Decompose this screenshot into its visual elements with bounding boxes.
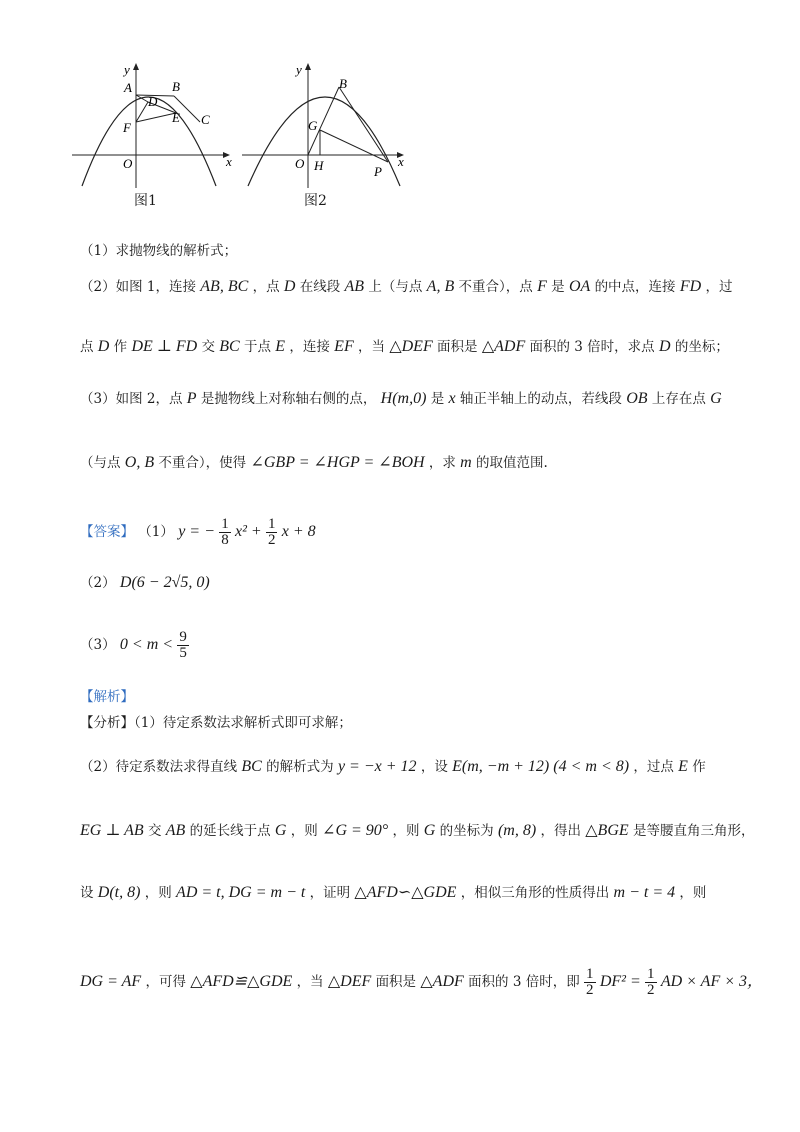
math-e: E bbox=[275, 338, 286, 355]
text: 的解析式为 bbox=[266, 759, 334, 775]
question-2-line-2 bbox=[80, 336, 760, 358]
fig1-label-O: O bbox=[123, 156, 133, 171]
fig2-label-P: P bbox=[374, 164, 382, 179]
math-g: G bbox=[710, 390, 722, 407]
answer-tag: 【答案】 bbox=[80, 524, 134, 540]
text: ，则 bbox=[392, 823, 420, 839]
text: 轴正半轴上的动点，若线段 bbox=[459, 391, 622, 407]
math-fd: FD bbox=[679, 278, 702, 295]
math-oa: OA bbox=[568, 278, 591, 295]
text: ，连接 bbox=[289, 339, 330, 355]
math-def: △DEF bbox=[389, 338, 433, 355]
denominator: 8 bbox=[221, 532, 229, 548]
question-3-line-2 bbox=[80, 452, 760, 474]
text: 的中点，连接 bbox=[594, 279, 676, 295]
text: ，相似三角形的性质得出 bbox=[460, 885, 610, 901]
text: ，则 bbox=[290, 823, 318, 839]
text: ，过 bbox=[705, 279, 733, 295]
text: ，则 bbox=[144, 885, 172, 901]
text: 是抛物线上对称轴右侧的点， bbox=[200, 391, 377, 407]
text: 的取值范围. bbox=[476, 455, 548, 471]
math: x² + bbox=[234, 523, 262, 540]
math: D(t, 8) bbox=[97, 884, 141, 901]
text: ，设 bbox=[420, 759, 448, 775]
fig1-label-F: F bbox=[123, 120, 131, 135]
text: （3） bbox=[80, 637, 116, 653]
fraction bbox=[219, 517, 231, 548]
math: AD × AF × 3， bbox=[660, 973, 764, 990]
math: △ADF bbox=[420, 973, 464, 990]
denominator: 2 bbox=[267, 532, 276, 548]
math-angle: ∠GBP = ∠HGP = ∠BOH bbox=[250, 454, 425, 471]
fig1-label-y: y bbox=[124, 62, 130, 77]
text: 设 bbox=[80, 885, 94, 901]
fig1-label-x: x bbox=[226, 154, 232, 169]
math: DG = AF bbox=[80, 973, 142, 990]
text: 是 bbox=[551, 279, 565, 295]
text: （1）待定系数法求解析式即可求解； bbox=[134, 715, 352, 731]
fraction bbox=[177, 630, 189, 661]
text: 面积的 3 倍时，求点 bbox=[529, 339, 655, 355]
text: ，求 bbox=[428, 455, 456, 471]
text: （与点 bbox=[80, 455, 121, 471]
fig1-label-E: E bbox=[172, 110, 180, 125]
text: 不重合），点 bbox=[458, 279, 533, 295]
math: △AFD≌△GDE bbox=[190, 973, 293, 990]
fig1-label-A: A bbox=[124, 80, 132, 95]
math-d: D bbox=[283, 278, 296, 295]
analysis-heading bbox=[80, 686, 760, 708]
numerator: 9 bbox=[179, 629, 187, 645]
fenxi-3 bbox=[80, 820, 760, 842]
text: 作 bbox=[113, 339, 128, 355]
text: （1） bbox=[138, 524, 174, 540]
figure-area bbox=[68, 58, 418, 218]
math-perp: DE ⊥ FD bbox=[131, 338, 198, 355]
math: m − t = 4 bbox=[613, 884, 676, 901]
text: 面积是 bbox=[375, 974, 417, 990]
text: 交 bbox=[147, 823, 162, 839]
math: DF² = bbox=[599, 973, 641, 990]
math-f: F bbox=[537, 278, 547, 295]
fig1-parabola bbox=[82, 97, 216, 186]
answer-2 bbox=[80, 572, 760, 594]
math: (m, 8) bbox=[497, 822, 537, 839]
text: 交 bbox=[201, 339, 215, 355]
math: △DEF bbox=[327, 973, 372, 990]
figure-2 bbox=[240, 58, 420, 188]
math-ab-bc: AB, BC bbox=[200, 278, 249, 295]
fenxi-tag: 【分析】 bbox=[80, 715, 134, 731]
text: ，过点 bbox=[633, 759, 674, 775]
text: ，得出 bbox=[540, 823, 581, 839]
question-1-text: （1）求抛物线的解析式； bbox=[80, 243, 238, 259]
question-3-line-1 bbox=[80, 388, 760, 410]
math-x: x bbox=[448, 390, 456, 407]
text: （2）如图 1，连接 bbox=[80, 279, 196, 295]
math-m: m bbox=[460, 454, 472, 471]
text: 面积是 bbox=[437, 339, 478, 355]
fenxi-5 bbox=[80, 962, 764, 1002]
text: ，证明 bbox=[309, 885, 351, 901]
denominator: 5 bbox=[179, 645, 187, 661]
math-ab: AB bbox=[344, 278, 365, 295]
text: ，点 bbox=[252, 279, 280, 295]
fraction bbox=[266, 517, 278, 548]
fig2-label-G: G bbox=[308, 118, 318, 133]
question-1 bbox=[80, 240, 760, 262]
fenxi-4 bbox=[80, 882, 760, 904]
text: 不重合），使得 bbox=[158, 455, 247, 471]
math-a-b: A, B bbox=[426, 278, 455, 295]
math-h: H(m,0) bbox=[380, 390, 427, 407]
math-ob: OB bbox=[626, 390, 648, 407]
text: ，可得 bbox=[145, 974, 186, 990]
math: G bbox=[274, 822, 287, 839]
analysis-tag: 【解析】 bbox=[80, 689, 134, 705]
math: AD = t, DG = m − t bbox=[176, 884, 306, 901]
numerator: 1 bbox=[221, 516, 229, 532]
text: 于点 bbox=[244, 339, 271, 355]
math: E(m, −m + 12) (4 < m < 8) bbox=[452, 758, 630, 775]
text: 面积的 3 倍时，即 bbox=[468, 974, 580, 990]
fig1-label-D: D bbox=[148, 94, 158, 109]
math: 0 < m < bbox=[119, 636, 174, 653]
math: AB bbox=[165, 822, 186, 839]
math: BC bbox=[241, 758, 262, 775]
text: 是等腰直角三角形， bbox=[632, 823, 755, 839]
math: y = −x + 12 bbox=[337, 758, 417, 775]
math-p: P bbox=[186, 390, 197, 407]
math: △BGE bbox=[585, 822, 629, 839]
math-d: D bbox=[97, 338, 110, 355]
math-bc: BC bbox=[219, 338, 240, 355]
text: ，当 bbox=[358, 339, 386, 355]
fig2-y-arrow bbox=[305, 63, 311, 70]
denominator: 2 bbox=[586, 982, 594, 998]
math-d: D bbox=[658, 338, 671, 355]
math: E bbox=[678, 758, 688, 775]
fig2-label-x: x bbox=[398, 154, 404, 169]
math: D(6 − 2√5, 0) bbox=[119, 574, 210, 591]
math: △AFD∽△GDE bbox=[354, 884, 457, 901]
math: y = − bbox=[178, 523, 215, 540]
text: 上存在点 bbox=[651, 391, 706, 407]
math: ∠G = 90° bbox=[322, 822, 389, 839]
answer-1 bbox=[80, 512, 760, 552]
text: ，当 bbox=[296, 974, 324, 990]
text: （3）如图 2，点 bbox=[80, 391, 183, 407]
text: 的延长线于点 bbox=[189, 823, 271, 839]
numerator: 1 bbox=[586, 966, 594, 982]
fraction bbox=[584, 967, 596, 998]
text: 在线段 bbox=[299, 279, 341, 295]
text: 是 bbox=[430, 391, 445, 407]
denominator: 2 bbox=[647, 982, 655, 998]
fig1-label-B: B bbox=[172, 79, 180, 94]
fenxi-1 bbox=[80, 712, 760, 734]
text: 的坐标； bbox=[674, 339, 729, 355]
numerator: 1 bbox=[267, 516, 276, 532]
fig2-label-y: y bbox=[296, 62, 302, 77]
math-o-b: O, B bbox=[124, 454, 155, 471]
fig1-y-arrow bbox=[133, 63, 139, 70]
fraction bbox=[645, 967, 657, 998]
fig2-label-O: O bbox=[295, 156, 305, 171]
text: 作 bbox=[692, 759, 706, 775]
fig2-label-H: H bbox=[314, 158, 324, 173]
figure-1 bbox=[68, 58, 238, 188]
math-adf: △ADF bbox=[481, 338, 526, 355]
text: 的坐标为 bbox=[439, 823, 494, 839]
fig2-label-B: B bbox=[339, 76, 347, 91]
text: （2）待定系数法求得直线 bbox=[80, 759, 238, 775]
text: （2） bbox=[80, 575, 116, 591]
fig1-label-C: C bbox=[201, 112, 210, 127]
figure-2-caption: 图2 bbox=[304, 193, 327, 209]
math-ef: EF bbox=[334, 338, 354, 355]
math: G bbox=[423, 822, 436, 839]
math: x + 8 bbox=[281, 523, 316, 540]
math: EG ⊥ AB bbox=[80, 822, 144, 839]
question-2-line-1 bbox=[80, 276, 760, 298]
text: 上（与点 bbox=[368, 279, 423, 295]
text: ，则 bbox=[679, 885, 707, 901]
numerator: 1 bbox=[647, 966, 655, 982]
figure-1-caption: 图1 bbox=[134, 193, 157, 209]
answer-3 bbox=[80, 625, 760, 665]
text: 点 bbox=[80, 339, 94, 355]
fenxi-2 bbox=[80, 756, 760, 778]
